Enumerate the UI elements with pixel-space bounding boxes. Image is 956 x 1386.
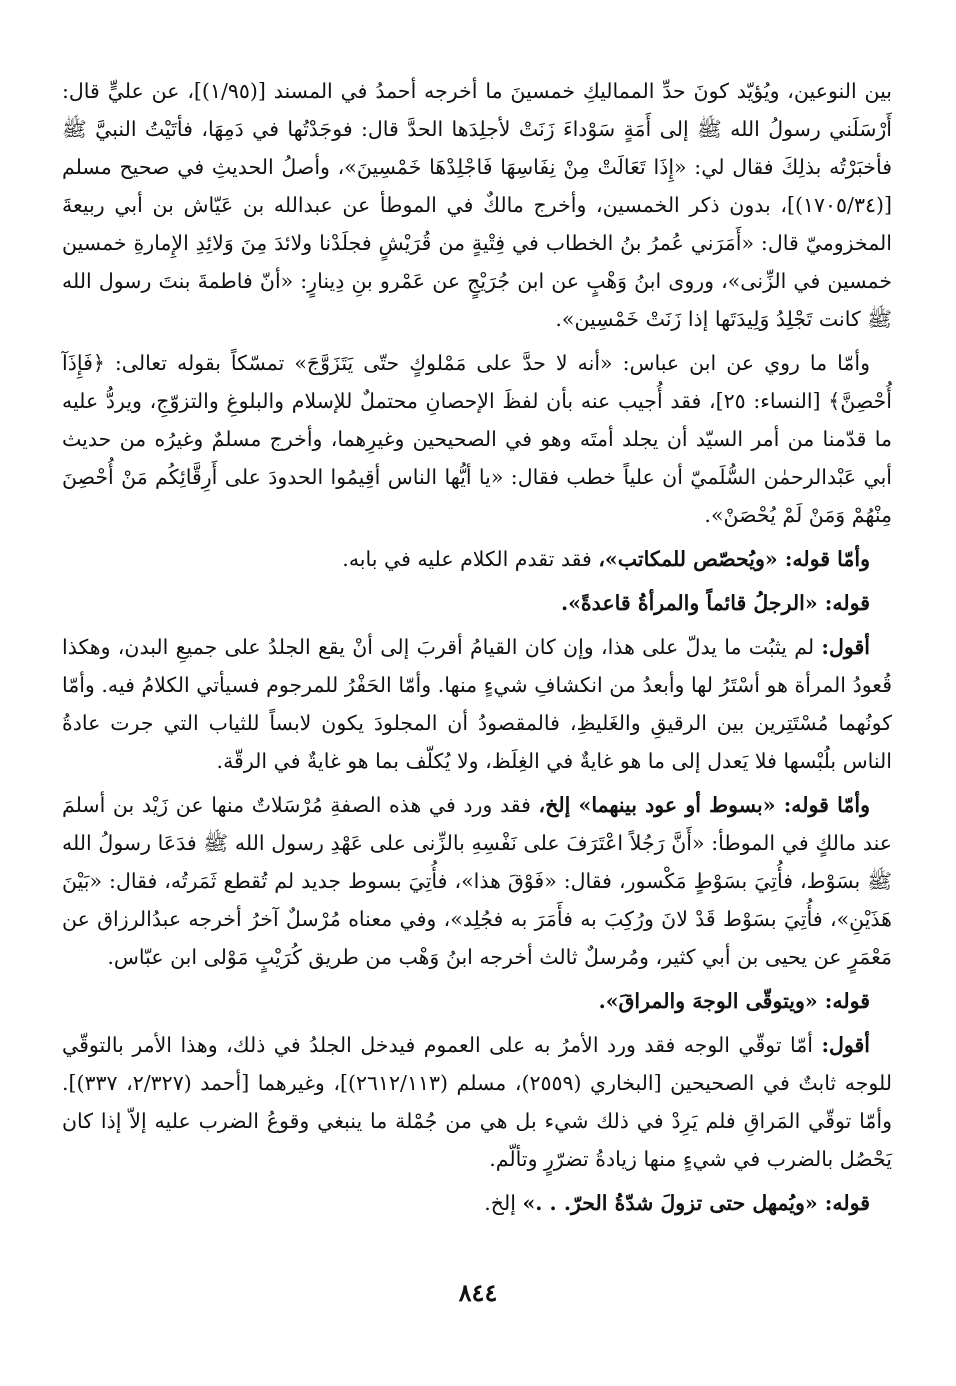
paragraph-9-text: إلخ. bbox=[484, 1191, 516, 1215]
paragraph-5-text: لم يثبُت ما يدلّ على هذا، وإن كان القيامُ أقربَ إلى أنْ يقع الجلدُ على جميعِ البدن، وهكذا قُعودُ المرأة هو أسْتَرُ لها وأبعدُ من انكشافِ شيءٍ منها. وأمّا الحَفْرُ للمرجوم فسيأتي الكلامُ فيه. وأمّا كونُهما مُسْتَتِرين بين الرقيقِ والغَليظِ، فالمقصودُ أن المجلودَ يكون لابساً للثياب التي جرت عادةُ الناس بلُبْسها فلا يَعدل إلى ما هو غايةٌ في الغِلَظ، ولا يُكلّف بما هو غايةٌ في الرقّة. bbox=[62, 635, 892, 773]
paragraph-8 bbox=[62, 1026, 892, 1178]
paragraph-4 bbox=[62, 584, 892, 622]
paragraph-7-intro: قوله: «ويتوقّى الوجهَ والمراقَ». bbox=[598, 989, 870, 1013]
paragraph-2 bbox=[62, 344, 892, 534]
paragraph-8-intro: أقول: bbox=[821, 1033, 870, 1057]
paragraph-2-text: وأمّا ما روي عن ابن عباس: «أنه لا حدَّ على مَمْلوكٍ حتّى يَتَزَوَّجَ» تمسّكاً بقوله تعالى: ﴿فَإِذَآ أُحْصِنَّ﴾ [النساء: ٢٥]، فقد أُجيب عنه بأن لفظَ الإحصانِ محتملٌ للإسلام والبلوغِ والتزوّجِ، ويردُّ عليه ما قدّمنا من أمر السيّد أن يجلد أمتَه وهو في الصحيحين وغيرِهما، وأخرج مسلمٌ وغيرُه من حديث أبي عَبْدالرحمٰن السُّلَميّ أن علياً خطب فقال: «يا أيُّها الناس أقِيمُوا الحدودَ على أَرِقَّائِكُم مَنْ أُحْصِنَ مِنْهُمْ وَمَنْ لَمْ يُحْصَنْ». bbox=[62, 351, 892, 527]
page-number: ٨٤٤ bbox=[458, 1278, 498, 1307]
paragraph-6 bbox=[62, 786, 892, 976]
paragraph-3-text: فقد تقدم الكلام عليه في بابه. bbox=[342, 547, 592, 571]
paragraph-1 bbox=[62, 72, 892, 338]
paragraph-7 bbox=[62, 982, 892, 1020]
paragraph-8-text: أمّا توقّي الوجه فقد ورد الأمرُ به على العموم فيدخل الجلدُ في ذلك، وهذا الأمر بالتوقّي للوجه ثابتٌ في الصحيحين [البخاري (٢٥٥٩)، مسلم (٢٦١٢/١١٣)]، وغيرهما [أحمد (٢/٣٢٧، ٣٣٧)]. وأمّا توقّي المَراقِ فلم يَرِدْ في ذلك شيء بل هي من جُمْلة ما ينبغي وقوعُ الضرب عليه إلاّ إذا كان يَحْصُل بالضرب في شيءٍ منها زيادةُ تضرّرٍ وتألّم. bbox=[62, 1033, 892, 1171]
paragraph-4-intro: قوله: «الرجلُ قائماً والمرأةُ قاعدةً». bbox=[560, 591, 870, 615]
paragraph-9-intro: قوله: «ويُمهل حتى تزولَ شدّةُ الحرّ. . .» bbox=[522, 1191, 870, 1215]
paragraph-1-text: بين النوعين، ويُؤيّد كونَ حدِّ المماليكِ خمسينَ ما أخرجه أحمدُ في المسند [(١/٩٥)]، عن عليٍّ قال: أَرْسَلَني رسولُ الله ﷺ إلى أَمَةٍ سَوْداءَ زَنَتْ لأجلِدَها الحدَّ قال: فوجَدْتُها في دَمِهَا، فأتَيْتُ النبيَّ ﷺ فأخبَرْتُه بذلِكَ فقال لي: «إِذَا تَعَالَتْ مِنْ نِفَاسِهَا فَاجْلِدْهَا خَمْسِينَ»، وأصلُ الحديثِ في صحيح مسلم [(١٧٠٥/٣٤)]، بدون ذكر الخمسين، وأخرج مالكٌ في الموطأ عن عبدالله بن عَيّاش بن أبي ربيعةَ المخزوميّ قال: «أَمَرَني عُمرُ بنُ الخطاب في فِتْيةٍ من قُرَيْشٍ فجلَدْنا ولائدَ مِنَ وَلائِدِ الإِمارةِ خمسين خمسين في الزِّنى»، وروى ابنُ وَهْبٍ عن ابن جُرَيْجٍ عن عَمْرو بنِ دِينارٍ: «أنّ فاطمةَ بنتَ رسول الله ﷺ كانت تَجْلِدُ وَلِيدَتَها إذا زَنَتْ خَمْسِين». bbox=[62, 79, 893, 331]
paragraph-6-text: فقد ورد في هذه الصفةِ مُرْسَلاتٌ منها عن زَيْد بن أسلمَ عند مالكٍ في الموطأ: «أَنَّ رَجُلاً اعْتَرَفَ على نَفْسِهِ بالزِّنى على عَهْدِ رسول الله ﷺ فدَعَا رسولُ الله ﷺ بسَوْط، فأُتِيَ بسَوْطٍ مَكْسور، فقال: «فَوْقَ هذا»، فأُتِيَ بسوط جديد لم تُقطع ثَمَرتُه، فقال: «بَيْنَ هَذَيْنِ»، فأُتِيَ بسَوْط قَدْ لانَ ورُكِبَ به فأَمَرَ به فجُلِد»، وفي معناه مُرْسلٌ آخرُ أخرجه عبدُالرزاق عن مَعْمَرٍ عن يحيى بن أبي كثير، ومُرسلٌ ثالث أخرجه ابنُ وَهْب من طريق كُرَيْبٍ مَوْلى ابن عبّاس. bbox=[62, 793, 892, 969]
paragraph-6-intro: وأمّا قوله: «بسوط أو عود بينهما» إلخ، bbox=[538, 793, 870, 817]
document-body bbox=[62, 72, 892, 1228]
paragraph-3 bbox=[62, 540, 892, 578]
paragraph-3-intro: وأمّا قوله: «ويُحصّص للمكاتب»، bbox=[598, 547, 870, 571]
paragraph-5 bbox=[62, 628, 892, 780]
paragraph-9 bbox=[62, 1184, 892, 1222]
paragraph-5-intro: أقول: bbox=[821, 635, 870, 659]
